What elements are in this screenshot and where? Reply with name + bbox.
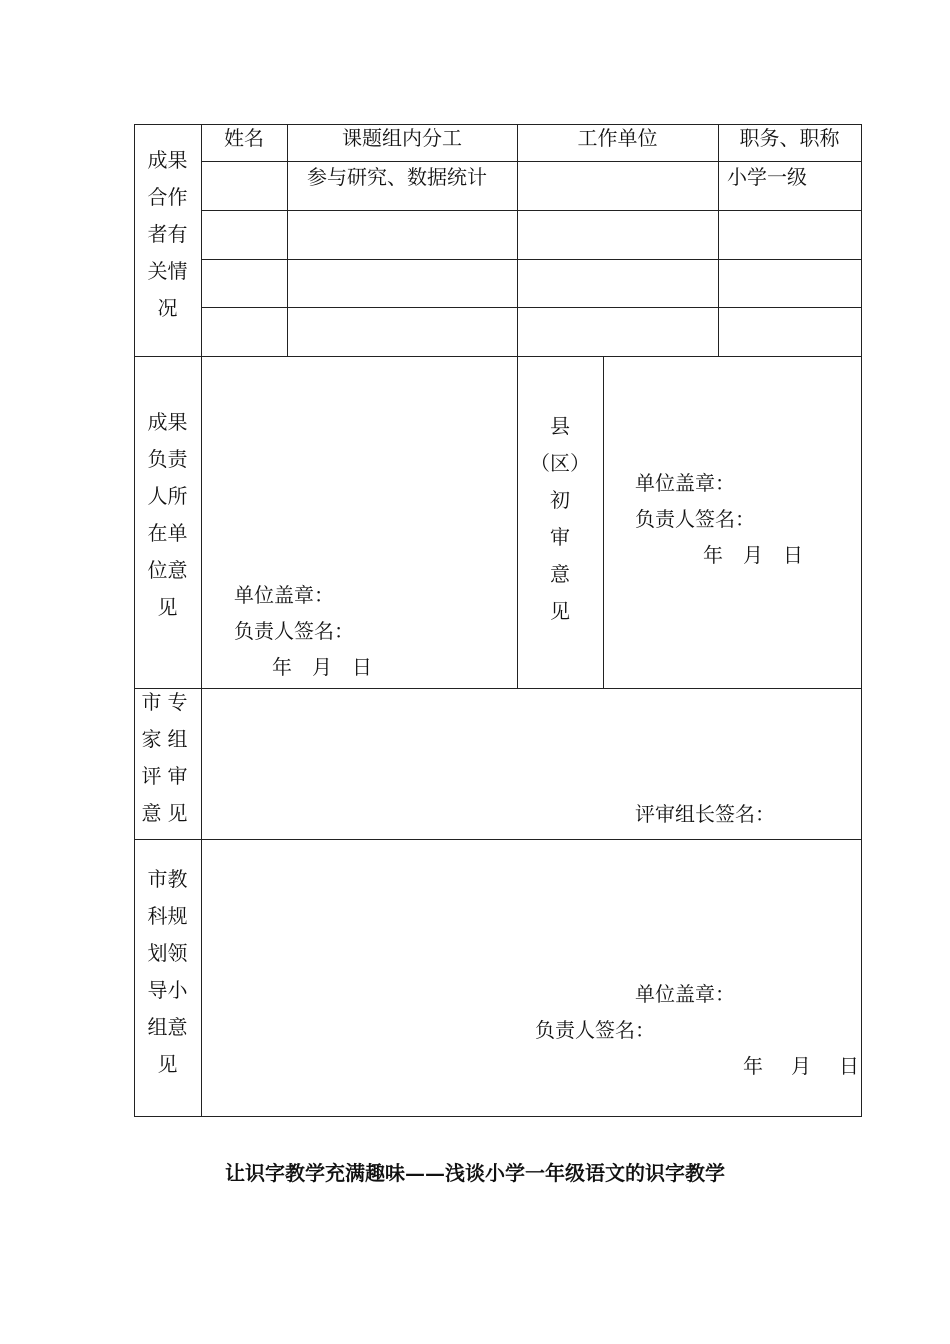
section-line-1 — [134, 356, 862, 357]
table-border-right — [861, 124, 862, 1117]
coop-col-divider-1 — [287, 124, 288, 357]
label-column-divider — [201, 124, 202, 1117]
coop-col-divider-3 — [718, 124, 719, 357]
article-title: 让识字教学充满趣味——浅谈小学一年级语文的识字教学 — [225, 1161, 725, 1185]
coop-row-line-3 — [201, 307, 862, 308]
coop-header-line — [201, 161, 862, 162]
county-opinion-seal: 单位盖章： — [635, 471, 735, 495]
coop-row-line-1 — [201, 210, 862, 211]
leader-opinion-sign: 负责人签名： — [535, 1018, 655, 1042]
unit-opinion-seal: 单位盖章： — [234, 583, 334, 607]
section-line-3 — [134, 839, 862, 840]
leader-opinion-seal: 单位盖章： — [635, 982, 735, 1006]
coop-col-divider-2 — [517, 124, 518, 357]
coop-row1-division: 参与研究、数据统计 — [307, 165, 487, 189]
expert-opinion-sign: 评审组长签名： — [635, 802, 775, 826]
opinion-col-divider-2 — [603, 356, 604, 688]
header-division: 课题组内分工 — [342, 126, 462, 150]
coop-row-line-2 — [201, 259, 862, 260]
coop-row1-title: 小学一级 — [727, 165, 807, 189]
unit-opinion-date: 年 月 日 — [272, 655, 372, 679]
leader-opinion-date: 年 月 日 — [743, 1054, 863, 1078]
coop-row-label: 成果 合作 者有 关情 况 — [147, 148, 188, 320]
county-opinion-sign: 负责人签名： — [635, 507, 755, 531]
header-title: 职务、职称 — [739, 126, 840, 150]
header-name: 姓名 — [224, 126, 264, 150]
header-unit: 工作单位 — [577, 126, 658, 150]
expert-opinion-label: 市专 家组 评审 意见 — [141, 690, 194, 825]
county-opinion-date: 年 月 日 — [703, 543, 803, 567]
leader-opinion-label: 市教 科规 划领 导小 组意 见 — [147, 867, 188, 1076]
unit-opinion-sign: 负责人签名： — [234, 619, 354, 643]
unit-opinion-label: 成果 负责 人所 在单 位意 见 — [147, 410, 188, 619]
table-border-bottom — [134, 1116, 862, 1117]
section-line-2 — [134, 688, 862, 689]
table-border-top — [134, 124, 862, 125]
county-opinion-label: 县 （区） 初 审 意 见 — [530, 414, 590, 623]
